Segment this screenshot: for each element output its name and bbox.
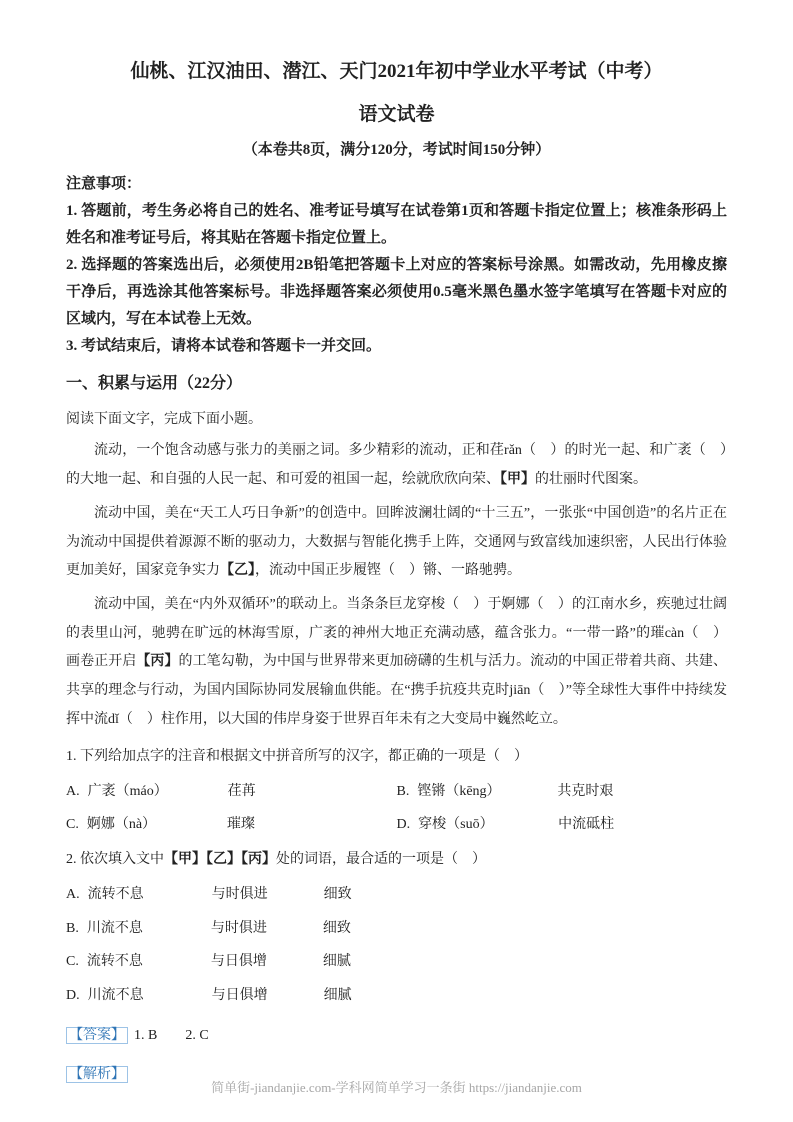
option-word-2: 与时俱进: [211, 887, 268, 903]
option-text-2: 中流砥柱: [558, 817, 615, 833]
option-b: [66, 918, 727, 940]
answer-badge: 【答案】: [66, 1027, 128, 1044]
page-footer: [0, 1077, 793, 1096]
option-text-2: 璀璨: [226, 817, 255, 833]
passage: [66, 437, 727, 734]
option-d: [397, 814, 728, 836]
notice-item: 2. 选择题的答案选出后，必须使用2B铅笔把答题卡上对应的答案标号涂黑。如需改动，先用橡皮擦干净后，再选涂其他答案标号。非选择题答案必须使用0.5毫米黑色墨水签字笔填写在答题卡对应的区域内，写在本试卷上无效。: [66, 256, 727, 327]
option-text-1: 婀娜（nà）: [86, 817, 157, 833]
option-a: [66, 884, 727, 906]
option-word-3: 细致: [322, 920, 351, 936]
exam-title: 仙桃、江汉油田、潜江、天门2021年初中学业水平考试（中考）: [130, 61, 663, 82]
option-text-1: 广袤（máo）: [87, 783, 168, 799]
question-2: [66, 847, 727, 1007]
section-heading: 一、积累与运用（22分）: [66, 374, 243, 392]
option-label: A.: [66, 887, 80, 903]
exam-subject: 语文试卷: [358, 103, 435, 125]
question-1-stem: 1. 下列给加点字的注音和根据文中拼音所写的汉字，都正确的一项是（ ）: [66, 749, 528, 765]
notice-item: 3. 考试结束后，请将本试卷和答题卡一并交回。: [66, 337, 382, 354]
option-label: B.: [396, 783, 410, 799]
option-text-2: 共克时艰: [557, 783, 614, 799]
option-word-2: 与日俱增: [210, 954, 267, 970]
answer-item-1: 1. B: [134, 1027, 158, 1043]
option-label: C.: [66, 817, 79, 833]
option-label: D.: [66, 987, 80, 1003]
option-c: [66, 814, 397, 836]
option-text-1: 铿锵（kēng）: [417, 783, 501, 799]
exam-meta: （本卷共8页，满分120分，考试时间150分钟）: [242, 141, 551, 158]
option-word-1: 流转不息: [86, 954, 143, 970]
passage-paragraph: 流动，一个饱含动感与张力的美丽之词。多少精彩的流动，正和荏rǎn（ ）的时光一起、和广袤（ ）的大地一起、和自强的人民一起、和可爱的祖国一起，绘就欣欣向荣、【甲】的壮丽时代图案。: [66, 443, 727, 488]
question-2-options: [66, 884, 727, 1007]
option-label: A.: [66, 783, 80, 799]
option-word-2: 与时俱进: [210, 920, 267, 936]
option-word-2: 与日俱增: [211, 987, 268, 1003]
option-text-2: 荏苒: [227, 783, 256, 799]
option-d: [66, 985, 727, 1007]
question-2-stem: 2. 依次填入文中【甲】【乙】【丙】处的词语，最合适的一项是（ ）: [66, 851, 486, 867]
question-1-options: [66, 781, 727, 837]
option-label: D.: [396, 817, 411, 833]
option-word-1: 川流不息: [86, 920, 143, 936]
analysis-badge: 【解析】: [66, 1066, 128, 1083]
option-label: C.: [66, 954, 79, 970]
footer-text: 简单街-jiandanjie.com-学科网简单学习一条街 https://jiandanjie.com: [211, 1080, 582, 1095]
passage-paragraph: 流动中国，美在“内外双循环”的联动上。当条条巨龙穿梭（ ）于婀娜（ ）的江南水乡，疾驰过壮阔的表里山河，驰骋在旷远的林海雪原，广袤的神州大地正充满动感，蕴含张力。“一带一路”的璀càn（ ）画卷正开启【丙】的工笔勾勒，为中国与世界带来更加磅礴的生机与活力。流动的中国正带着共商、共建、共享的理念与行动，为国内国际协同发展输血供能。在“携手抗疫共克时jiān（ ）”等全球性大事件中持续发挥中流dǐ（ ）柱作用，以大国的伟岸身姿于世界百年未有之大变局中巍然屹立。: [66, 596, 728, 727]
option-text-1: 穿梭（suō）: [418, 817, 494, 833]
option-word-3: 细腻: [322, 954, 351, 970]
question-1: [66, 744, 727, 836]
option-b: [397, 781, 728, 803]
option-word-1: 流转不息: [87, 887, 144, 903]
reading-intro: 阅读下面文字，完成下面小题。: [66, 412, 262, 428]
answer-row: [66, 1024, 727, 1048]
option-word-3: 细致: [323, 887, 352, 903]
notice-item: 1. 答题前，考生务必将自己的姓名、准考证号填写在试卷第1页和答题卡指定位置上；核准条形码上姓名和准考证号后，将其贴在答题卡指定位置上。: [66, 202, 727, 246]
option-word-1: 川流不息: [87, 987, 144, 1003]
option-label: B.: [66, 920, 79, 936]
notice-heading: 注意事项：: [66, 175, 142, 192]
option-a: [66, 781, 397, 803]
passage-paragraph: 流动中国，美在“天工人巧日争新”的创造中。回眸波澜壮阔的“十三五”，一张张“中国创造”的名片正在为流动中国提供着源源不断的驱动力，大数据与智能化携手上阵，交通网与致富线加速织密，人民出行体验更加美好，国家竞争实力【乙】，流动中国正步履铿（ ）锵、一路驰骋。: [66, 505, 727, 579]
option-c: [66, 951, 727, 973]
answer-item-2: 2. C: [185, 1027, 209, 1043]
option-word-3: 细腻: [323, 987, 352, 1003]
